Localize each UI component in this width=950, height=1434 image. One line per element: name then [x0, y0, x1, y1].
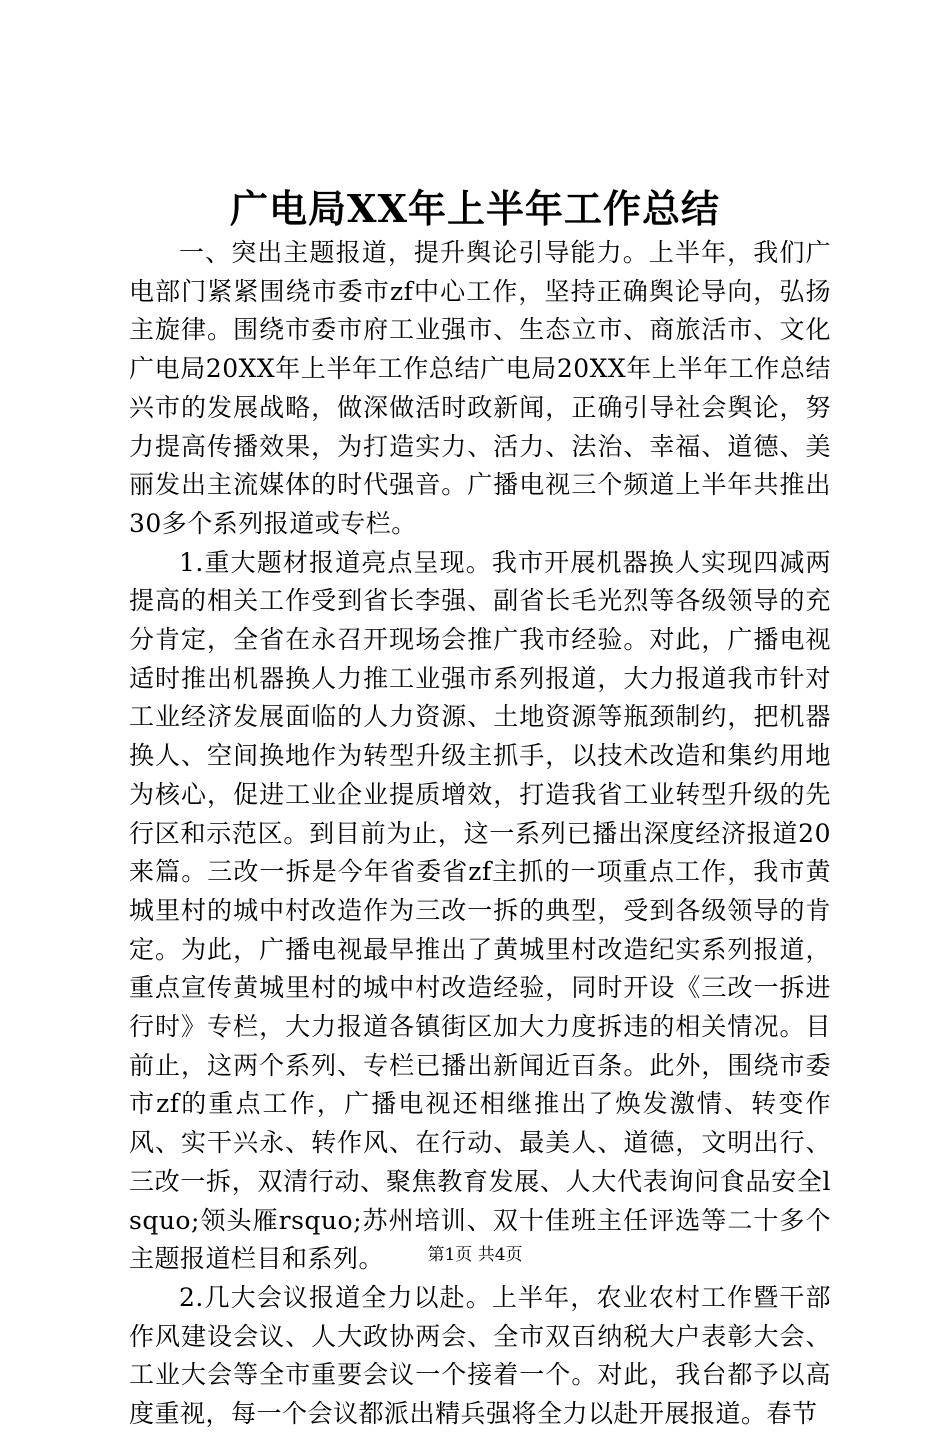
paragraph-major-topics: 1.重大题材报道亮点呈现。我市开展机器换人实现四减两提高的相关工作受到省长李强、副省长毛光烈等各级领导的充分肯定，全省在永召开现场会推广我市经验。对此，广播电视适时推出机器换人力推工业强市系列报道，大力报道我市针对工业经济发展面临的人力资源、土地资源等瓶颈制约，把机器换人、空间换地作为转型升级主抓手，以技术改造和集约用地为核心，促进工业企业提质增效，打造我省工业转型升级的先行区和示范区。到目前为止，这一系列已播出深度经济报道20来篇。三改一拆是今年省委省zf主抓的一项重点工作，我市黄城里村的城中村改造作为三改一拆的典型，受到各级领导的肯定。为此，广播电视最早推出了黄城里村改造纪实系列报道，重点宣传黄城里村的城中村改造经验，同时开设《三改一拆进行时》专栏，大力报道各镇街区加大力度拆违的相关情况。目前止，这两个系列、专栏已播出新闻近百条。此外，围绕市委市zf的重点工作，广播电视还相继推出了焕发激情、转变作风、实干兴永、转作风、在行动、最美人、道德，文明出行、三改一拆，双清行动、聚焦教育发展、人大代表询问食品安全lsquo;领头雁rsquo;苏州培训、双十佳班主任评选等二十多个主题报道栏目和系列。 — [129, 547, 831, 1274]
paragraph-meeting-coverage: 2.几大会议报道全力以赴。上半年，农业农村工作暨干部作风建设会议、人大政协两会、全市双百纳税大户表彰大会、工业大会等全市重要会议一个接着一个。对此，我台都予以高度重视，每一个会议都派出精兵强将全力以赴开展报道。春节 — [129, 1282, 831, 1429]
paragraph-section-one: 一、突出主题报道，提升舆论引导能力。上半年，我们广电部门紧紧围绕市委市zf中心工作，坚持正确舆论导向，弘扬主旋律。围绕市委市府工业强市、生态立市、商旅活市、文化广电局20XX年上半年工作总结广电局20XX年上半年工作总结兴市的发展战略，做深做活时政新闻，正确引导社会舆论，努力提高传播效果，为打造实力、活力、法治、幸福、道德、美丽发出主流媒体的时代强音。广播电视三个频道上半年共推出30多个系列报道或专栏。 — [129, 238, 831, 538]
document-title: 广电局XX年上半年工作总结 — [230, 186, 720, 231]
page-number: 第1页 共4页 — [427, 1245, 523, 1265]
